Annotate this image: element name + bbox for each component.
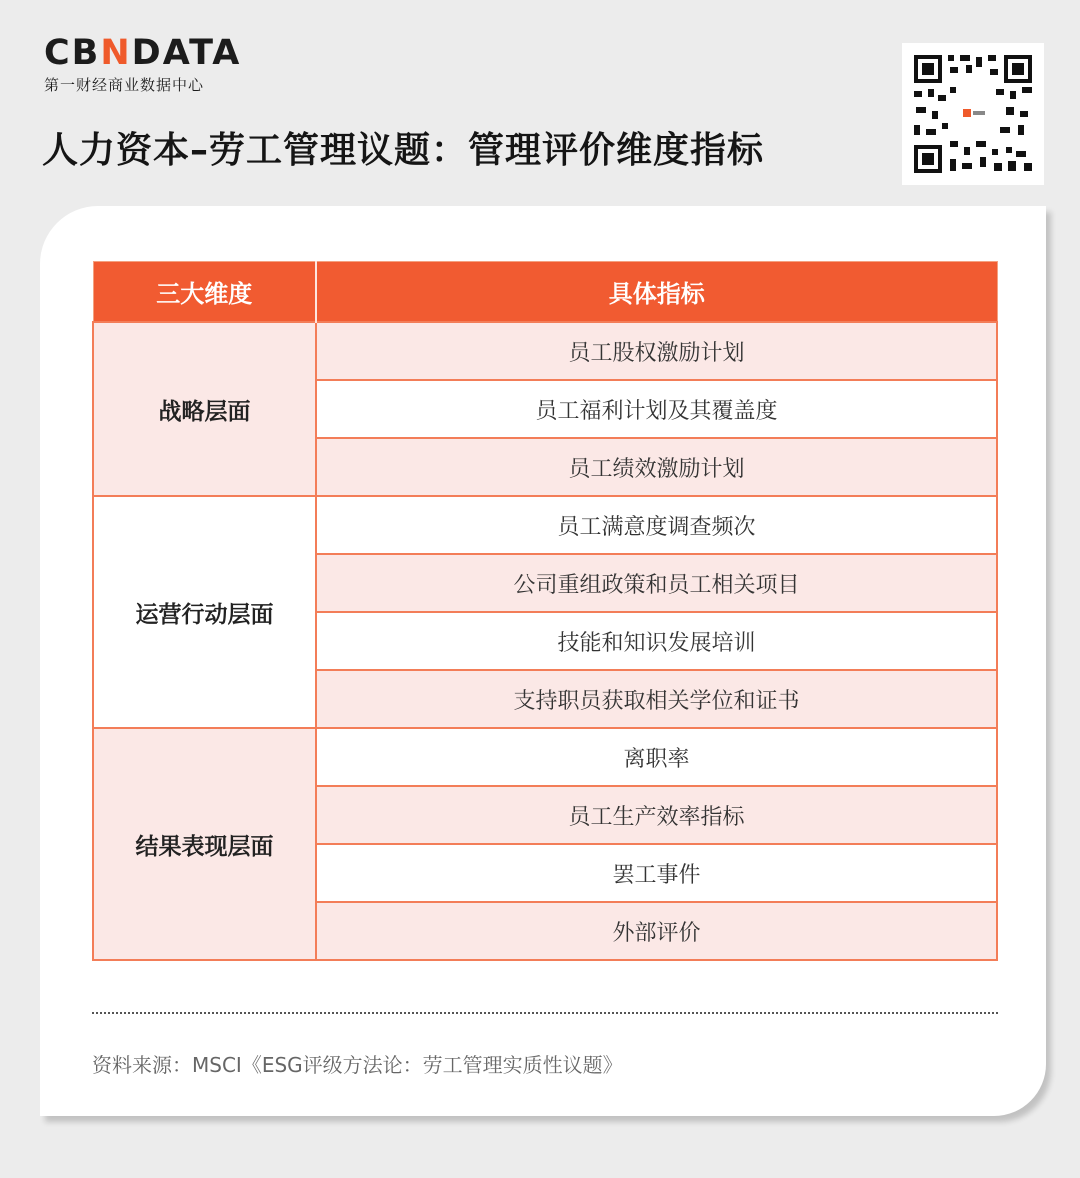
table-row [93, 728, 997, 786]
indicator-cell: 技能和知识发展培训 [316, 612, 997, 670]
logo-prefix: CB [44, 33, 101, 73]
dotted-divider [92, 1012, 998, 1014]
indicator-cell: 员工福利计划及其覆盖度 [316, 380, 997, 438]
logo-suffix: DATA [131, 33, 242, 73]
indicator-cell: 公司重组政策和员工相关项目 [316, 554, 997, 612]
dimension-cell: 战略层面 [93, 322, 316, 496]
indicator-cell: 离职率 [316, 728, 997, 786]
indicator-table [92, 261, 998, 961]
header-dimension: 三大维度 [93, 262, 316, 323]
qr-code [902, 43, 1044, 185]
indicator-cell: 支持职员获取相关学位和证书 [316, 670, 997, 728]
source-note: 资料来源：MSCI《ESG评级方法论：劳工管理实质性议题》 [92, 1053, 623, 1077]
header-indicator: 具体指标 [316, 262, 997, 323]
content-card [40, 206, 1046, 1116]
brand-logo [44, 34, 241, 95]
page-title: 人力资本–劳工管理议题：管理评价维度指标 [42, 130, 765, 171]
logo-tagline: 第一财经商业数据中心 [44, 76, 205, 94]
qr-code-icon [910, 51, 1036, 177]
indicator-cell: 员工满意度调查频次 [316, 496, 997, 554]
indicator-cell: 外部评价 [316, 902, 997, 960]
indicator-cell: 员工生产效率指标 [316, 786, 997, 844]
table-header-row [93, 262, 997, 323]
table-row [93, 496, 997, 554]
indicator-cell: 员工绩效激励计划 [316, 438, 997, 496]
indicator-cell: 罢工事件 [316, 844, 997, 902]
logo-mark: N [100, 33, 132, 73]
indicator-cell: 员工股权激励计划 [316, 322, 997, 380]
logo-wordmark [44, 34, 241, 72]
dimension-cell: 运营行动层面 [93, 496, 316, 728]
dimension-cell: 结果表现层面 [93, 728, 316, 960]
table-row [93, 322, 997, 380]
